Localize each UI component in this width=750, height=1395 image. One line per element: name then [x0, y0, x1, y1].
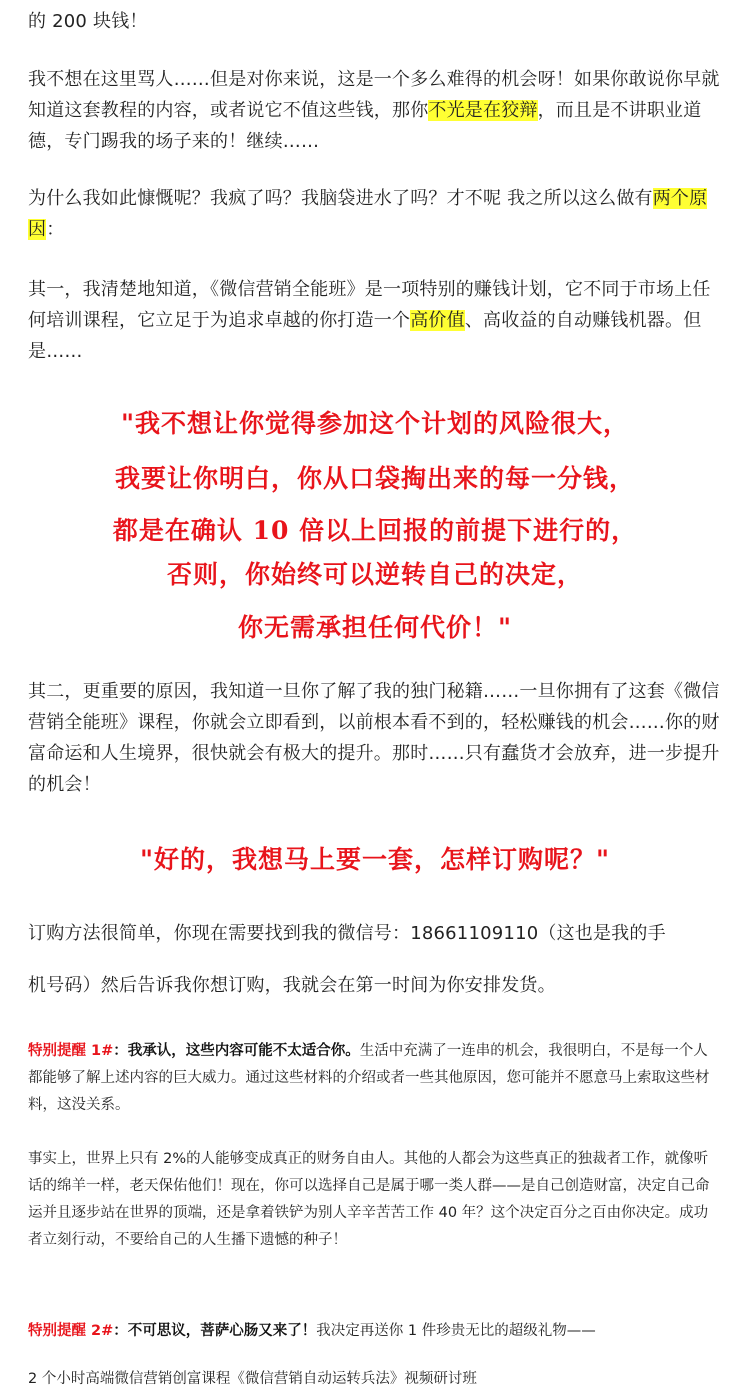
highlight-two-reasons: 两个原因 — [28, 188, 708, 240]
special-reminder-1 — [28, 1038, 722, 1119]
guarantee-quote-line-1: "我不想让你觉得参加这个计划的风险很大， — [120, 409, 630, 438]
reminder-1-text: 生活中充满了一连串的机会，我很明白，不是每一个人都能够了解上述内容的巨大威力。通过这些材料的介绍或者一些其他原因，您可能并不愿意马上索取这些材料，这没关系。 — [28, 1043, 710, 1113]
paragraph-scold — [28, 64, 722, 157]
paragraph-why-generous — [28, 183, 722, 245]
paragraph-order-method-line-1: 订购方法很简单，你现在需要找到我的微信号：18661109110（这也是我的手 — [28, 923, 666, 944]
guarantee-quote-line-5: 你无需承担任何代价！" — [237, 613, 513, 642]
paragraph-reason-two: 其二，更重要的原因，我知道一旦你了解了我的独门秘籍……一旦你拥有了这套《微信营销全能班》课程，你就会立即看到，以前根本看不到的，轻松赚钱的机会……你的财富命运和人生境界，很快就会有极大的提升。那时……只有蠢货才会放弃，进一步提升的机会！ — [28, 681, 720, 795]
reminder-2-bold: 不可思议，菩萨心肠又来了！ — [127, 1323, 317, 1339]
order-question-quote: "好的，我想马上要一套，怎样订购呢？" — [139, 845, 611, 874]
reminder-2-colon: ： — [113, 1323, 128, 1339]
paragraph-why-text-a: 为什么我如此慷慨呢？我疯了吗？我脑袋进水了吗？才不呢 我之所以这么做有 — [28, 188, 653, 209]
guarantee-quote-line-2: 我要让你明白，你从口袋掏出来的每一分钱， — [114, 464, 635, 493]
paragraph-reason-one-text-b: 、高收益的自动赚钱机器。但是…… — [28, 310, 702, 362]
paragraph-why-text-b: ： — [46, 219, 65, 240]
reminder-2-text: 我决定再送你 1 件珍贵无比的超级礼物—— — [316, 1323, 596, 1339]
paragraph-financial-freedom: 事实上，世界上只有 2%的人能够变成真正的财务自由人。其他的人都会为这些真正的独裁者工作，就像听话的绵羊一样，老天保佑他们！现在，你可以选择自己是属于哪一类人群——是自己创造财富，决定自己命运并且逐步站在世界的顶端，还是拿着铁铲为别人辛辛苦苦工作 40 年？这个决定百分之百由你决定。成功者立刻行动，不要给自己的人生播下遗憾的种子！ — [28, 1151, 710, 1248]
paragraph-scold-text-b: ，而且是不讲职业道德，专门踢我的场子来的！继续…… — [28, 100, 702, 152]
paragraph-order-method-line-2: 机号码）然后告诉我你想订购，我就会在第一时间为你安排发货。 — [28, 975, 556, 996]
reminder-1-colon: ： — [113, 1043, 128, 1059]
special-reminder-2 — [28, 1318, 722, 1345]
paragraph-reason-one-text-a: 其一，我清楚地知道，《微信营销全能班》是一项特别的赚钱计划，它不同于市场上任何培训课程，它立足于为追求卓越的你打造一个 — [28, 279, 711, 331]
paragraph-price-end: 的 200 块钱！ — [28, 11, 148, 32]
guarantee-quote-line-4: 否则，你始终可以逆转自己的决定， — [166, 560, 583, 589]
reminder-2-label: 特别提醒 2# — [28, 1323, 114, 1339]
paragraph-reason-one — [28, 274, 722, 367]
paragraph-gift-course: 2 个小时高端微信营销创富课程《微信营销自动运转兵法》视频研讨班 — [28, 1371, 477, 1387]
reminder-1-bold: 我承认，这些内容可能不太适合你。 — [127, 1043, 360, 1059]
reminder-1-label: 特别提醒 1# — [28, 1043, 114, 1059]
guarantee-quote-line-3: 都是在确认 10 倍以上回报的前提下进行的， — [112, 516, 638, 545]
highlight-high-value: 高价值 — [410, 310, 465, 331]
paragraph-scold-text-a: 我不想在这里骂人……但是对你来说，这是一个多么难得的机会呀！如果你敢说你早就知道这套教程的内容，或者说它不值这些钱，那你 — [28, 69, 720, 121]
highlight-sophistry: 不光是在狡辩 — [428, 100, 538, 121]
